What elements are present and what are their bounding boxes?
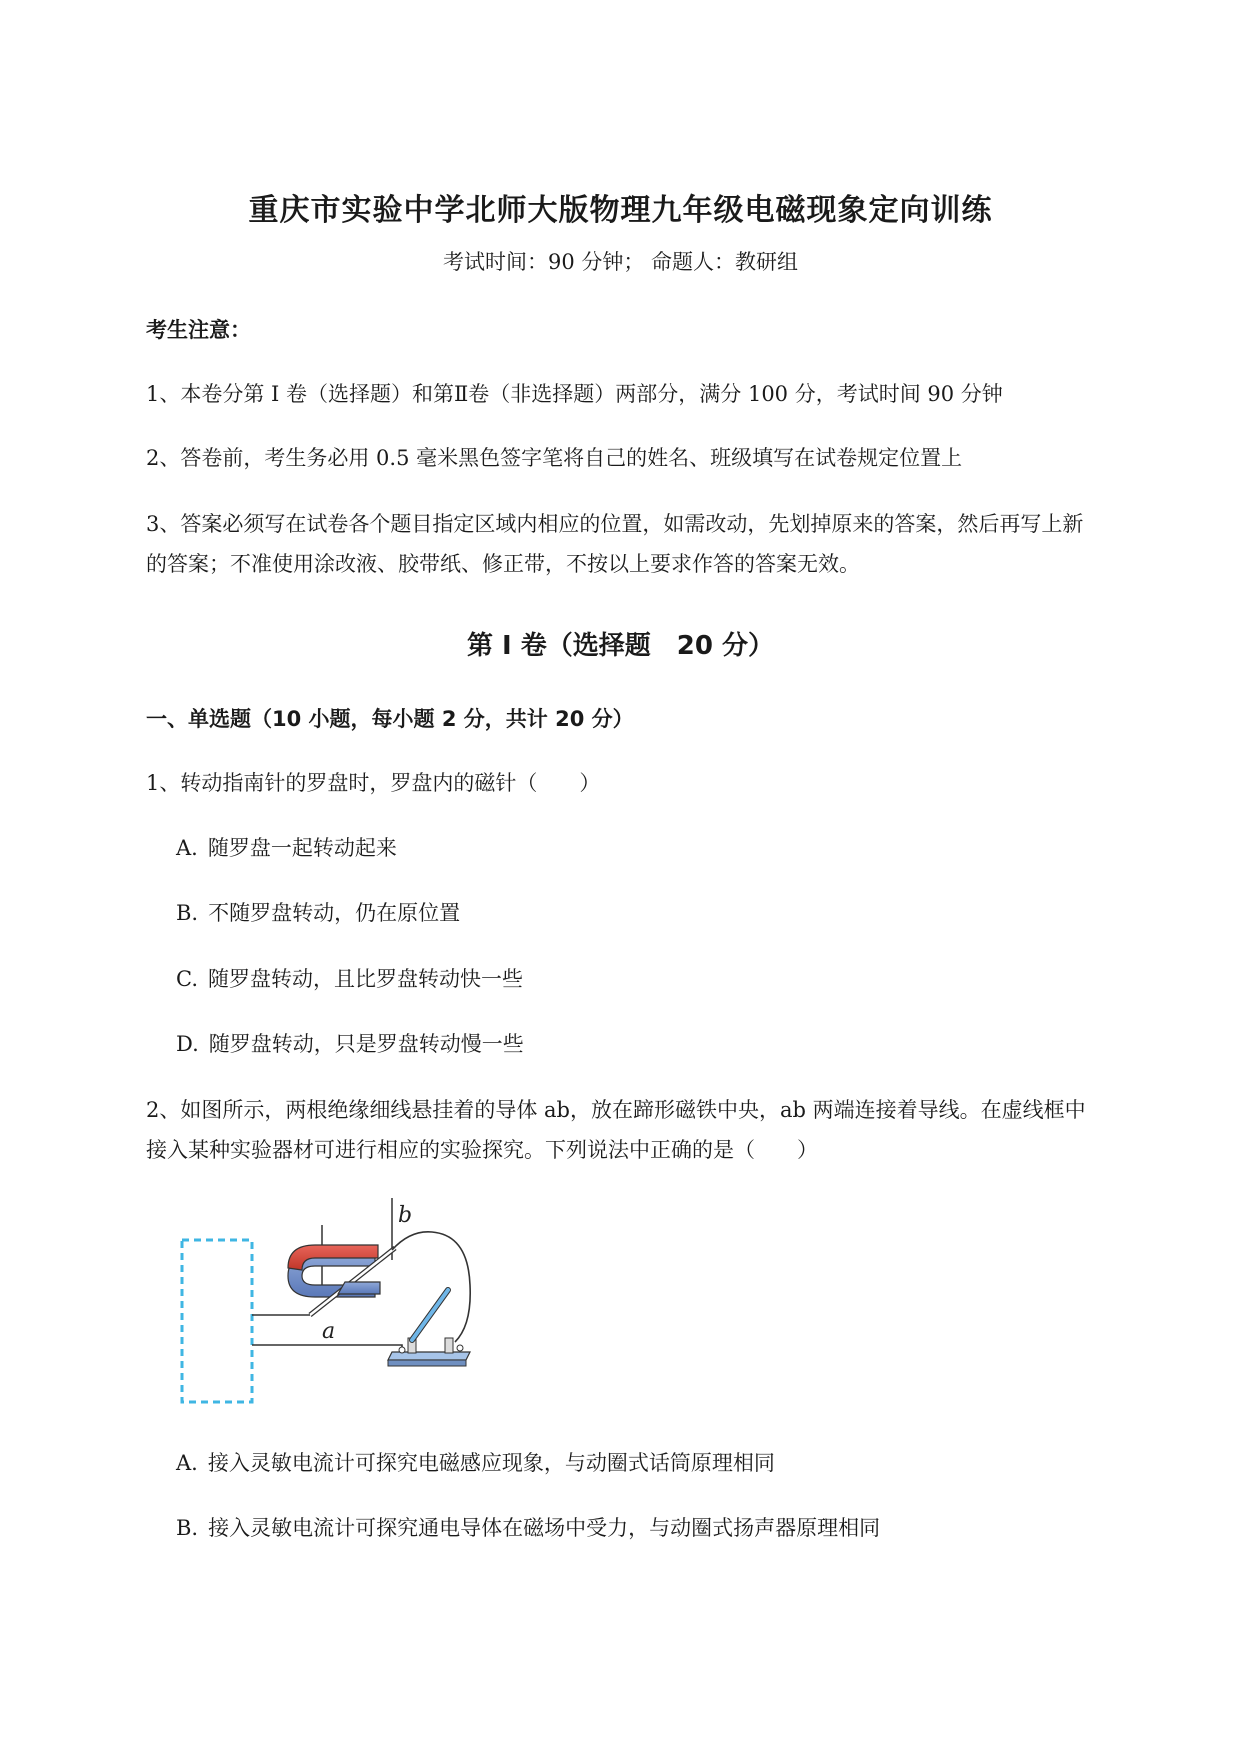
page-title: 重庆市实验中学北师大版物理九年级电磁现象定向训练 xyxy=(248,193,993,228)
notice-item-1: 1、本卷分第 I 卷（选择题）和第Ⅱ卷（非选择题）两部分，满分 100 分，考试时间 90 分钟 xyxy=(146,382,1003,406)
option-letter: B. xyxy=(176,1516,199,1540)
question-1-option-d[interactable] xyxy=(176,1028,524,1058)
question-1-stem: 1、转动指南针的罗盘时，罗盘内的磁针（ ） xyxy=(146,771,601,795)
notice-item-3: 3、答案必须写在试卷各个题目指定区域内相应的位置，如需改动，先划掉原来的答案，然后再写上新 xyxy=(146,512,1084,536)
question-1-option-a[interactable] xyxy=(176,832,397,862)
option-letter: A. xyxy=(176,1451,198,1475)
option-text: 接入灵敏电流计可探究通电导体在磁场中受力，与动圈式扬声器原理相同 xyxy=(208,1516,881,1540)
option-text: 随罗盘一起转动起来 xyxy=(207,836,397,860)
option-text: 不随罗盘转动，仍在原位置 xyxy=(208,901,461,925)
notice-item-3-continued: 的答案；不准使用涂改液、胶带纸、修正带，不按以上要求作答的答案无效。 xyxy=(146,552,860,576)
question-2-option-b[interactable] xyxy=(176,1512,880,1542)
notice-heading: 考生注意： xyxy=(146,318,251,342)
option-text: 随罗盘转动，且比罗盘转动快一些 xyxy=(208,967,523,991)
option-letter: C. xyxy=(176,967,198,991)
option-text: 随罗盘转动，只是罗盘转动慢一些 xyxy=(208,1032,524,1056)
wire-b xyxy=(392,1232,470,1342)
question-1-option-c[interactable] xyxy=(176,963,523,993)
switch-base xyxy=(388,1352,470,1360)
part-heading: 一、单选题（10 小题，每小题 2 分，共计 20 分） xyxy=(146,707,634,731)
question-2-stem-continued: 接入某种实验器材可进行相应的实验探究。下列说法中正确的是（ ） xyxy=(146,1138,818,1162)
label-a: a xyxy=(322,1319,336,1344)
notice-item-2: 2、答卷前，考生务必用 0.5 毫米黑色签字笔将自己的姓名、班级填写在试卷规定位置上 xyxy=(146,446,963,470)
option-letter: A. xyxy=(176,836,198,860)
question-2-stem: 2、如图所示，两根绝缘细线悬挂着的导体 ab，放在蹄形磁铁中央，ab 两端连接着导线。在虚线框中 xyxy=(146,1098,1086,1122)
magnet-experiment-figure xyxy=(170,1190,530,1420)
dashed-box xyxy=(182,1240,252,1402)
question-1-option-b[interactable] xyxy=(176,897,460,927)
wire-bottom xyxy=(252,1345,402,1350)
option-text: 接入灵敏电流计可探究电磁感应现象，与动圈式话筒原理相同 xyxy=(207,1451,775,1475)
option-letter: D. xyxy=(176,1032,199,1056)
exam-info: 考试时间：90 分钟； 命题人：教研组 xyxy=(442,250,799,274)
question-2-option-a[interactable] xyxy=(176,1447,775,1477)
label-b: b xyxy=(398,1203,413,1228)
option-letter: B. xyxy=(176,901,199,925)
section-title: 第 I 卷（选择题 20 分） xyxy=(466,631,774,661)
